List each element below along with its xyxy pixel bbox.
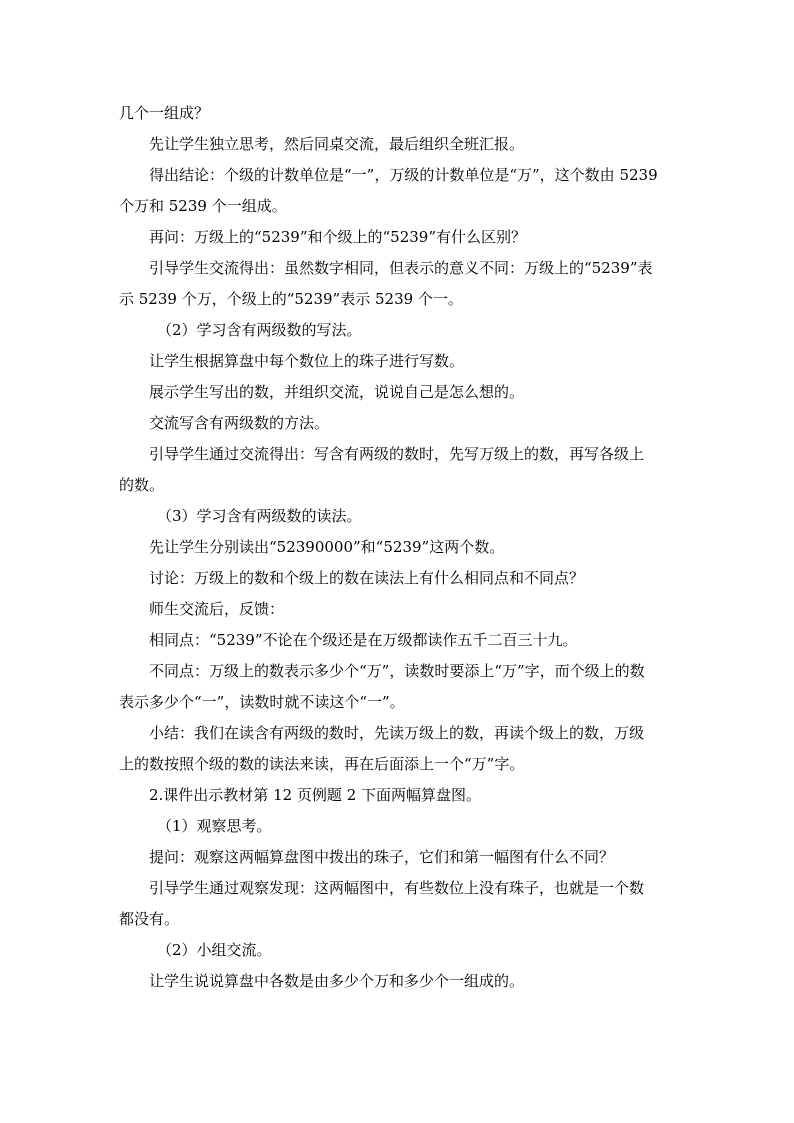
text-line-26: 引导学生通过观察发现：这两幅图中，有些数位上没有珠子，也就是一个数 xyxy=(149,879,645,897)
text-line-18: 相同点：“5239”不论在个级还是在万级都读作五千二百三十九。 xyxy=(149,631,578,649)
section-heading-observe: （1）观察思考。 xyxy=(157,817,272,835)
text-line-12: 引导学生通过交流得出：写含有两级的数时，先写万级上的数，再写各级上 xyxy=(149,445,645,463)
text-line-21: 小结：我们在读含有两级的数时，先读万级上的数，再读个级上的数，万级 xyxy=(149,724,645,742)
text-line-22: 上的数按照个级的数的读法来读，再在后面添上一个“万”字。 xyxy=(119,755,525,773)
text-line-4: 个万和 5239 个一组成。 xyxy=(119,197,287,215)
section-heading-reading: （3）学习含有两级数的读法。 xyxy=(157,507,362,525)
text-line-5: 再问：万级上的“5239”和个级上的“5239”有什么区别？ xyxy=(149,228,527,246)
text-line-11: 交流写含有两级数的方法。 xyxy=(149,414,330,432)
text-line-15: 先让学生分别读出“52390000”和“5239”这两个数。 xyxy=(149,538,505,556)
text-line-10: 展示学生写出的数，并组织交流，说说自己是怎么想的。 xyxy=(149,383,525,401)
text-line-2: 先让学生独立思考，然后同桌交流，最后组织全班汇报。 xyxy=(149,135,525,153)
text-line-1: 几个一组成？ xyxy=(119,104,210,122)
text-line-25: 提问：观察这两幅算盘图中拨出的珠子，它们和第一幅图有什么不同？ xyxy=(149,848,615,866)
text-line-19: 不同点：万级上的数表示多少个“万”，读数时要添上“万”字，而个级上的数 xyxy=(149,662,645,680)
text-line-9: 让学生根据算盘中每个数位上的珠子进行写数。 xyxy=(149,352,465,370)
text-line-7: 示 5239 个万，个级上的“5239”表示 5239 个一。 xyxy=(119,290,463,308)
text-line-23: 2.课件出示教材第 12 页例题 2 下面两幅算盘图。 xyxy=(149,786,482,804)
text-line-20: 表示多少个“一”，读数时就不读这个“一”。 xyxy=(119,693,405,711)
text-line-17: 师生交流后，反馈： xyxy=(149,600,285,618)
text-line-6: 引导学生交流得出：虽然数字相同，但表示的意义不同：万级上的“5239”表 xyxy=(149,259,653,277)
text-line-16: 讨论：万级上的数和个级上的数在读法上有什么相同点和不同点？ xyxy=(149,569,585,587)
document-body xyxy=(119,98,679,997)
text-line-13: 的数。 xyxy=(119,476,165,494)
text-line-29: 让学生说说算盘中各数是由多少个万和多少个一组成的。 xyxy=(149,972,525,990)
section-heading-group: （2）小组交流。 xyxy=(157,941,272,959)
section-heading-writing: （2）学习含有两级数的写法。 xyxy=(157,321,362,339)
text-line-3: 得出结论：个级的计数单位是“一”，万级的计数单位是“万”，这个数由 5239 xyxy=(149,166,658,184)
text-line-27: 都没有。 xyxy=(119,910,180,928)
